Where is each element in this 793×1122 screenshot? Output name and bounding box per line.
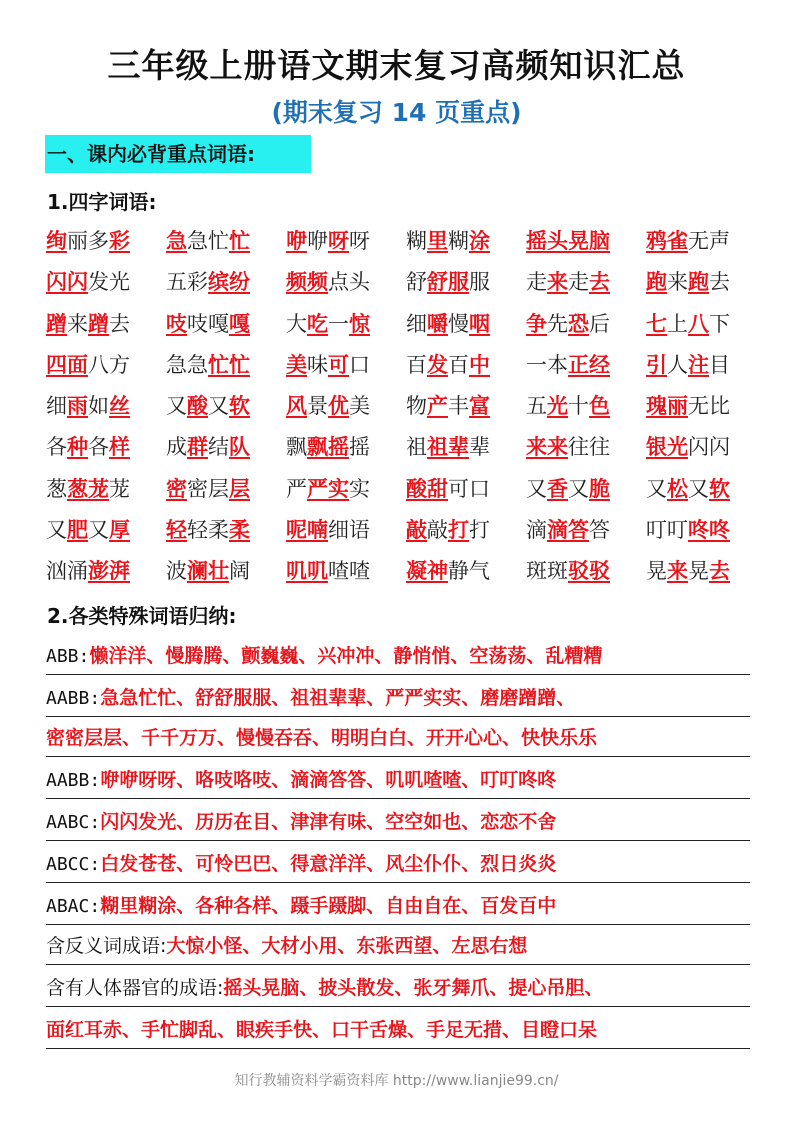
- idiom-highlight: 银光: [646, 435, 688, 460]
- idiom-highlight: 绚: [46, 229, 67, 253]
- idiom-highlight: 跑: [688, 270, 709, 295]
- idiom-text: 波: [166, 559, 187, 584]
- category-label: ABB:: [46, 646, 90, 667]
- idiom-highlight: 瑰丽: [646, 394, 688, 419]
- idiom-text: 答: [589, 518, 610, 543]
- category-words: 急急忙忙、舒舒服服、祖祖辈辈、严严实实、磨磨蹭蹭、: [100, 687, 576, 709]
- idiom-cell: [286, 513, 406, 554]
- idiom-highlight: 呢喃: [286, 518, 328, 543]
- idiom-cell: [166, 472, 286, 513]
- idiom-text: 去: [109, 311, 130, 336]
- category-label: AABC:: [46, 812, 101, 833]
- idiom-text: 实: [349, 476, 370, 501]
- idiom-text: 叮叮: [646, 518, 688, 543]
- idiom-text: 又: [688, 476, 709, 501]
- idiom-cell: [646, 554, 766, 595]
- idiom-cell: [46, 348, 166, 389]
- idiom-text: 丰: [448, 394, 469, 419]
- idiom-cell: [646, 389, 766, 430]
- idiom-highlight: 引: [646, 352, 667, 377]
- idiom-text: 来: [667, 270, 688, 295]
- subheading-four-char-idioms: 1.四字词语:: [47, 190, 157, 214]
- idiom-highlight: 咽: [469, 311, 490, 336]
- idiom-highlight: 层: [229, 476, 250, 501]
- idiom-text: 又: [166, 394, 187, 419]
- idiom-cell: [46, 307, 166, 348]
- category-line: [46, 640, 750, 675]
- category-label: ABCC:: [46, 854, 101, 875]
- idiom-highlight: 密: [166, 476, 187, 501]
- idiom-highlight: 富: [469, 394, 490, 419]
- idiom-text: 斑斑: [526, 559, 568, 584]
- category-words: 白发苍苍、可怜巴巴、得意洋洋、风尘仆仆、烈日炎炎: [100, 853, 557, 875]
- category-line: [46, 682, 750, 717]
- idiom-highlight: 凝神: [406, 559, 448, 584]
- idiom-text: 如: [88, 394, 109, 419]
- idiom-text: 摇: [349, 435, 370, 460]
- idiom-highlight: 急: [166, 229, 187, 253]
- idiom-text: 闪闪: [688, 435, 730, 460]
- idiom-highlight: 种: [67, 435, 88, 460]
- idiom-highlight: 来: [667, 559, 688, 584]
- idiom-cell: [526, 513, 646, 554]
- idiom-highlight: 蹭: [46, 311, 67, 336]
- idiom-highlight: 澎湃: [88, 559, 130, 584]
- category-line: [46, 890, 750, 925]
- idiom-text: 大: [286, 311, 307, 336]
- idiom-highlight: 摇头晃脑: [526, 229, 610, 253]
- idiom-text: 一本: [526, 352, 568, 377]
- idiom-cell: [406, 430, 526, 471]
- idiom-cell: [166, 307, 286, 348]
- idiom-cell: [166, 554, 286, 595]
- idiom-cell: [646, 348, 766, 389]
- category-line: [46, 930, 750, 965]
- idiom-highlight: 产: [427, 394, 448, 419]
- idiom-highlight: 敲: [406, 518, 427, 543]
- idiom-text: 舒: [406, 270, 427, 295]
- idiom-text: 茏: [109, 476, 130, 501]
- idiom-text: 走: [568, 270, 589, 295]
- idiom-highlight: 优: [328, 394, 349, 419]
- idiom-text: 咿: [307, 229, 328, 253]
- idiom-highlight: 来来: [526, 435, 568, 460]
- category-line: [46, 722, 750, 757]
- idiom-text: 慢: [448, 311, 469, 336]
- idiom-text: 糊: [406, 229, 427, 253]
- idiom-text: 阔: [229, 559, 250, 584]
- idiom-highlight: 色: [589, 394, 610, 419]
- idiom-highlight: 忙忙: [208, 352, 250, 377]
- idiom-cell: [646, 513, 766, 554]
- category-label: 含反义词成语:: [46, 935, 167, 957]
- idiom-highlight: 去: [589, 270, 610, 295]
- subheading-special-words: 2.各类特殊词语归纳:: [47, 604, 237, 628]
- idiom-cell: [646, 472, 766, 513]
- idiom-text: 吱嘎: [187, 311, 229, 336]
- category-line: [46, 848, 750, 883]
- idiom-highlight: 嘎: [229, 311, 250, 336]
- idiom-highlight: 呀: [328, 229, 349, 253]
- idiom-text: 又: [88, 518, 109, 543]
- idiom-highlight: 可: [328, 352, 349, 377]
- idiom-cell: [46, 472, 166, 513]
- idiom-highlight: 频频: [286, 270, 328, 295]
- idiom-highlight: 澜壮: [187, 559, 229, 584]
- idiom-cell: [46, 265, 166, 306]
- idiom-text: 敲: [427, 518, 448, 543]
- idiom-text: 呀: [349, 229, 370, 253]
- idiom-text: 十: [568, 394, 589, 419]
- idiom-cell: [526, 472, 646, 513]
- idiom-text: 人: [667, 352, 688, 377]
- category-words: 密密层层、千千万万、慢慢吞吞、明明白白、开开心心、快快乐乐: [46, 727, 598, 749]
- idiom-highlight: 飘摇: [307, 435, 349, 460]
- category-line: [46, 1014, 750, 1049]
- idiom-highlight: 吱: [166, 311, 187, 336]
- idiom-cell: [286, 265, 406, 306]
- idiom-highlight: 软: [709, 476, 730, 501]
- idiom-text: 后: [589, 311, 610, 336]
- idiom-highlight: 发: [427, 352, 448, 377]
- idiom-text: 五彩: [166, 270, 208, 295]
- idiom-text: 百: [406, 352, 427, 377]
- idiom-text: 糊: [448, 229, 469, 253]
- category-words: 大惊小怪、大材小用、东张西望、左思右想: [166, 935, 528, 957]
- idiom-cell: [526, 389, 646, 430]
- idiom-text: 轻柔: [187, 518, 229, 543]
- idiom-text: 成: [166, 435, 187, 460]
- idiom-highlight: 忙: [229, 229, 250, 253]
- idiom-highlight: 里: [427, 229, 448, 253]
- idiom-text: 汹涌: [46, 559, 88, 584]
- idiom-text: 密层: [187, 476, 229, 501]
- idiom-highlight: 咚咚: [688, 518, 730, 543]
- category-words: 面红耳赤、手忙脚乱、眼疾手快、口干舌燥、手足无措、目瞪口呆: [46, 1019, 598, 1041]
- idiom-cell: [286, 472, 406, 513]
- idiom-text: 百: [448, 352, 469, 377]
- idiom-text: 严: [286, 476, 307, 501]
- idiom-highlight: 柔: [229, 518, 250, 543]
- idiom-cell: [166, 348, 286, 389]
- idiom-text: 又: [646, 476, 667, 501]
- idiom-text: 景: [307, 394, 328, 419]
- idiom-text: 点头: [328, 270, 370, 295]
- idiom-cell: [286, 307, 406, 348]
- idiom-cell: [166, 430, 286, 471]
- idiom-cell: [406, 554, 526, 595]
- idiom-text: 发光: [88, 270, 130, 295]
- idiom-text: 祖: [406, 435, 427, 460]
- idiom-highlight: 争: [526, 311, 547, 336]
- idiom-highlight: 酸: [187, 394, 208, 419]
- idiom-cell: [46, 430, 166, 471]
- idiom-highlight: 葱茏: [67, 476, 109, 501]
- idiom-highlight: 惊: [349, 311, 370, 336]
- idiom-cell: [406, 513, 526, 554]
- idiom-cell: [46, 224, 166, 265]
- idiom-text: 又: [568, 476, 589, 501]
- idiom-text: 葱: [46, 476, 67, 501]
- category-line: [46, 806, 750, 841]
- idiom-highlight: 中: [469, 352, 490, 377]
- idiom-highlight: 软: [229, 394, 250, 419]
- idiom-highlight: 咿: [286, 229, 307, 253]
- idiom-cell: [526, 307, 646, 348]
- idiom-highlight: 注: [688, 352, 709, 377]
- idiom-cell: [46, 389, 166, 430]
- idiom-highlight: 嚼: [427, 311, 448, 336]
- idiom-highlight: 八: [688, 311, 709, 336]
- category-words: 摇头晃脑、披头散发、张牙舞爪、提心吊胆、: [223, 977, 604, 999]
- idiom-highlight: 涂: [469, 229, 490, 253]
- idiom-text: 上: [667, 311, 688, 336]
- page-subtitle: (期末复习 14 页重点): [271, 98, 522, 127]
- idiom-text: 细: [46, 394, 67, 419]
- idiom-highlight: 彩: [109, 229, 130, 253]
- idiom-text: 滴: [526, 518, 547, 543]
- idiom-highlight: 蹭: [88, 311, 109, 336]
- idiom-highlight: 酸甜: [406, 476, 448, 501]
- idiom-text: 各: [88, 435, 109, 460]
- idiom-text: 丽多: [67, 229, 109, 253]
- idiom-cell: [406, 224, 526, 265]
- section-heading: 一、课内必背重点词语:: [45, 135, 311, 173]
- idiom-text: 细: [406, 311, 427, 336]
- idiom-cell: [526, 224, 646, 265]
- idiom-text: 口: [349, 352, 370, 377]
- idiom-highlight: 跑: [646, 270, 667, 295]
- idiom-highlight: 闪闪: [46, 270, 88, 295]
- category-words: 闪闪发光、历历在目、津津有味、空空如也、恋恋不舍: [100, 811, 557, 833]
- idiom-text: 走: [526, 270, 547, 295]
- idiom-highlight: 恐: [568, 311, 589, 336]
- idiom-highlight: 严实: [307, 476, 349, 501]
- idiom-cell: [166, 224, 286, 265]
- idiom-highlight: 舒服: [427, 270, 469, 295]
- idiom-cell: [406, 348, 526, 389]
- idiom-highlight: 光: [547, 394, 568, 419]
- idiom-highlight: 来: [547, 270, 568, 295]
- category-words: 糊里糊涂、各种各样、蹑手蹑脚、自由自在、百发百中: [100, 895, 557, 917]
- idiom-text: 下: [709, 311, 730, 336]
- idiom-text: 细语: [328, 518, 370, 543]
- idiom-text: 晃: [688, 559, 709, 584]
- idiom-text: 无比: [688, 394, 730, 419]
- idiom-highlight: 群: [187, 435, 208, 460]
- idiom-cell: [526, 265, 646, 306]
- idiom-highlight: 轻: [166, 518, 187, 543]
- idiom-cell: [646, 224, 766, 265]
- idiom-highlight: 驳驳: [568, 559, 610, 584]
- idiom-text: 又: [208, 394, 229, 419]
- idiom-text: 无声: [688, 229, 730, 253]
- idiom-text: 服: [469, 270, 490, 295]
- idiom-highlight: 样: [109, 435, 130, 460]
- idiom-highlight: 厚: [109, 518, 130, 543]
- category-label: AABB:: [46, 770, 101, 791]
- idiom-cell: [646, 265, 766, 306]
- idiom-highlight: 肥: [67, 518, 88, 543]
- idiom-text: 飘: [286, 435, 307, 460]
- idiom-cell: [526, 430, 646, 471]
- idiom-text: 先: [547, 311, 568, 336]
- idiom-highlight: 香: [547, 476, 568, 501]
- idiom-text: 急忙: [187, 229, 229, 253]
- idiom-highlight: 正经: [568, 352, 610, 377]
- idiom-highlight: 雨: [67, 394, 88, 419]
- idiom-highlight: 丝: [109, 394, 130, 419]
- idiom-text: 物: [406, 394, 427, 419]
- category-label: 含有人体器官的成语:: [46, 977, 224, 999]
- idiom-highlight: 四面: [46, 352, 88, 377]
- category-label: ABAC:: [46, 896, 101, 917]
- idiom-text: 结: [208, 435, 229, 460]
- idiom-cell: [286, 348, 406, 389]
- category-words: 懒洋洋、慢腾腾、颤巍巍、兴冲冲、静悄悄、空荡荡、乱糟糟: [89, 645, 603, 667]
- idiom-text: 往往: [568, 435, 610, 460]
- idiom-highlight: 脆: [589, 476, 610, 501]
- idiom-highlight: 去: [709, 559, 730, 584]
- idiom-highlight: 美: [286, 352, 307, 377]
- idiom-cell: [286, 389, 406, 430]
- footer-watermark: 知行教辅资料学霸资料库 http://www.lianjie99.cn/: [234, 1073, 559, 1089]
- idiom-cell: [286, 554, 406, 595]
- idiom-cell: [406, 472, 526, 513]
- category-line: [46, 972, 750, 1007]
- idiom-cell: [406, 265, 526, 306]
- idiom-text: 又: [526, 476, 547, 501]
- idiom-text: 目: [709, 352, 730, 377]
- idiom-text: 喳喳: [328, 559, 370, 584]
- idiom-text: 静气: [448, 559, 490, 584]
- idiom-cell: [166, 265, 286, 306]
- idiom-cell: [46, 513, 166, 554]
- idiom-highlight: 队: [229, 435, 250, 460]
- idiom-cell: [646, 307, 766, 348]
- idiom-text: 去: [709, 270, 730, 295]
- idiom-highlight: 打: [448, 518, 469, 543]
- idiom-text: 晃: [646, 559, 667, 584]
- idiom-text: 五: [526, 394, 547, 419]
- category-label: AABB:: [46, 688, 101, 709]
- page-title: 三年级上册语文期末复习高频知识汇总: [107, 46, 686, 85]
- idiom-highlight: 滴答: [547, 518, 589, 543]
- idiom-text: 一: [328, 311, 349, 336]
- idiom-highlight: 风: [286, 394, 307, 419]
- idiom-cell: [526, 348, 646, 389]
- idiom-text: 又: [46, 518, 67, 543]
- idiom-cell: [286, 430, 406, 471]
- idiom-cell: [286, 224, 406, 265]
- category-words: 咿咿呀呀、咯吱咯吱、滴滴答答、叽叽喳喳、叮叮咚咚: [100, 769, 557, 791]
- idiom-text: 急急: [166, 352, 208, 377]
- idiom-cell: [46, 554, 166, 595]
- idiom-highlight: 松: [667, 476, 688, 501]
- idiom-text: 味: [307, 352, 328, 377]
- idiom-text: 美: [349, 394, 370, 419]
- idiom-highlight: 缤纷: [208, 270, 250, 295]
- idiom-text: 八方: [88, 352, 130, 377]
- idiom-text: 各: [46, 435, 67, 460]
- idiom-text: 来: [67, 311, 88, 336]
- idiom-cell: [166, 389, 286, 430]
- idiom-text: 辈: [469, 435, 490, 460]
- idiom-highlight: 七: [646, 311, 667, 336]
- idiom-grid: [46, 224, 756, 596]
- idiom-highlight: 吃: [307, 311, 328, 336]
- idiom-text: 可口: [448, 476, 490, 501]
- category-line: [46, 764, 750, 799]
- idiom-highlight: 鸦雀: [646, 229, 688, 253]
- idiom-highlight: 祖辈: [427, 435, 469, 460]
- idiom-cell: [406, 389, 526, 430]
- idiom-highlight: 叽叽: [286, 559, 328, 584]
- idiom-cell: [526, 554, 646, 595]
- idiom-cell: [406, 307, 526, 348]
- idiom-cell: [166, 513, 286, 554]
- idiom-text: 打: [469, 518, 490, 543]
- idiom-cell: [646, 430, 766, 471]
